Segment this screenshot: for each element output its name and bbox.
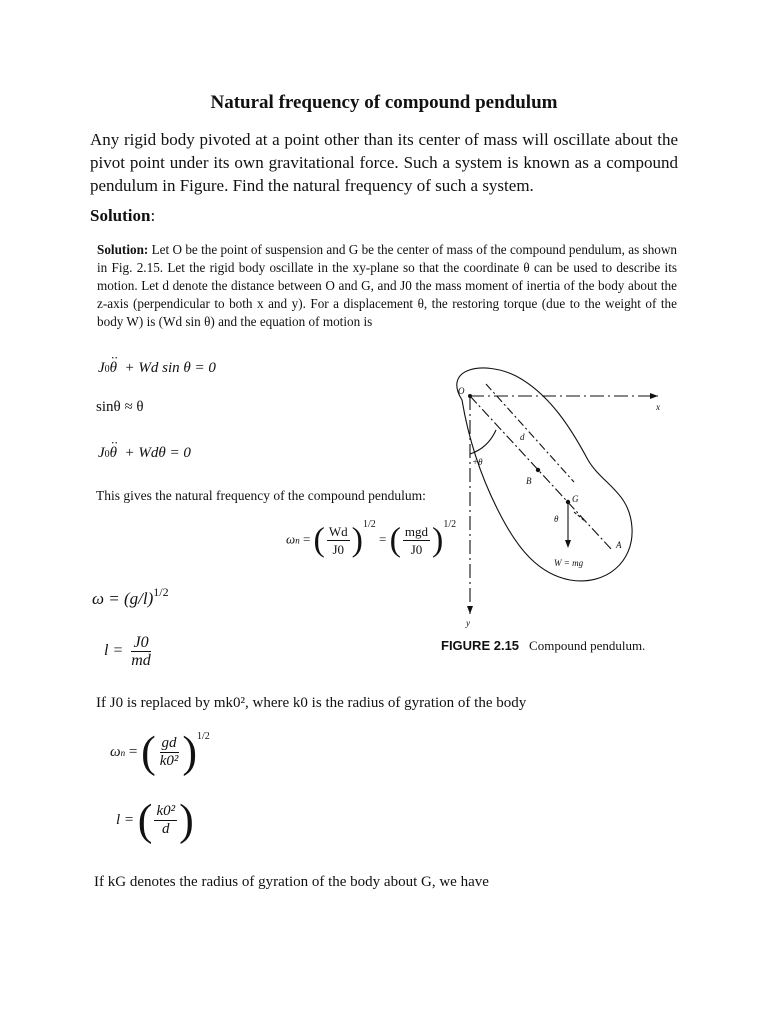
compound-pendulum-figure [440, 356, 672, 630]
solution-heading-colon: : [150, 206, 156, 225]
label-y: y [466, 618, 470, 628]
point-b [536, 468, 540, 472]
label-d: d [520, 432, 525, 442]
x-axis-arrow [650, 393, 658, 399]
eq4-exponent-1: 1/2 [362, 519, 376, 530]
solution-heading [90, 206, 155, 226]
kg-text: If kG denotes the radius of gyration of the body about G, we have [94, 874, 489, 890]
label-b: B [526, 476, 532, 486]
eq8-lhs: l = [116, 811, 135, 828]
equation-motion-rest: + Wd sin θ = 0 [124, 360, 216, 376]
eq6-denominator: md [131, 652, 151, 669]
eq8-denominator: d [162, 821, 170, 837]
label-theta: θ [554, 514, 559, 524]
figure-caption [441, 638, 645, 654]
equation-pendulum-frequency [92, 585, 169, 609]
book-excerpt-text: Let O be the point of suspension and G be the center of mass of the compound pendulum, as shown in Fig. 2.15. Let the rigid body oscillate in the xy-plane so that the coordinate θ can be used to describe its motion. Let d denote the distance between O and G, and J0 the mass moment of inertia of the body about the z-axis (perpendicular to both x and y). For a displacement θ, the restoring torque (due to the weight of the body W) is (Wd sin θ) and the equation of motion is [97, 242, 677, 329]
equation-small-angle: sinθ ≈ θ [96, 399, 144, 415]
eq7-exponent: 1/2 [197, 731, 210, 742]
figure-caption-label: FIGURE 2.15 [441, 638, 520, 653]
eq4-exponent-2: 1/2 [443, 519, 457, 530]
omega-symbol: ω [286, 531, 296, 547]
equation-gyration-length: l = ( $\frac{\text{k0²}}{d}$ ) [116, 795, 194, 845]
eq8-numerator: k0² [156, 803, 176, 819]
eq6-lhs: l = [104, 642, 124, 660]
eq7-lhs: ω [110, 743, 121, 760]
eq5-exponent: 1/2 [153, 585, 169, 599]
eq7-numerator: gd [161, 735, 177, 751]
equation-linearized: J0·· θ + Wdθ = 0 [98, 445, 191, 462]
point-g [566, 500, 570, 504]
weight-vector-arrow [565, 540, 571, 548]
intro-paragraph: Any rigid body pivoted at a point other than its center of mass will oscillate about the pivot point under its own gravitational force. Such a system is known as a compound pendulum in Figure. Find the natural frequency of such a system. [90, 130, 678, 195]
eq6-numerator: J0 [133, 634, 149, 651]
label-a: A [616, 540, 622, 550]
equation-linearized-rest: + Wdθ = 0 [124, 445, 191, 461]
eq7-denominator: k0² [159, 753, 179, 769]
book-excerpt [97, 241, 677, 331]
eq4-numerator-1: Wd [328, 524, 348, 539]
distance-d-line [486, 384, 574, 482]
pendulum-body-outline [457, 368, 632, 581]
gyration-text: If J0 is replaced by mk0², where k0 is the radius of gyration of the body [96, 695, 527, 711]
solution-heading-label: Solution [90, 206, 151, 225]
point-o [468, 394, 472, 398]
book-excerpt-label: Solution: [97, 242, 149, 257]
eq4-denominator-2: J0 [410, 542, 423, 557]
equation-length [104, 634, 155, 669]
equation-natural-frequency: ωn = ( $\frac{Wd}{J0}$ )$^{1/2}$ = ( $\frac{\text{mgd}}{J0}$ )$^{1/2}$ [286, 519, 457, 559]
label-x: x [656, 402, 660, 412]
eq5-text: ω = (g/l) [92, 589, 154, 608]
label-weight: W = mg [554, 558, 584, 568]
label-g: G [572, 494, 579, 504]
eq4-numerator-2: mgd [404, 524, 429, 539]
eq4-denominator-1: J0 [332, 542, 345, 557]
figure-caption-text: Compound pendulum. [529, 638, 646, 653]
y-axis-arrow [467, 606, 473, 614]
equation-gyration-frequency: ωn = ( $\frac{gd}{\text{k0²}}$ )$^{1/2}$ [110, 727, 210, 777]
pendulum-center-line [470, 396, 612, 550]
natural-frequency-text: This gives the natural frequency of the compound pendulum: [96, 488, 426, 503]
equation-motion: J0·· θ + Wd sin θ = 0 [98, 360, 216, 377]
label-plus-theta: +θ [472, 457, 483, 467]
page-title: Natural frequency of compound pendulum [210, 92, 558, 113]
label-o: O [458, 386, 465, 396]
